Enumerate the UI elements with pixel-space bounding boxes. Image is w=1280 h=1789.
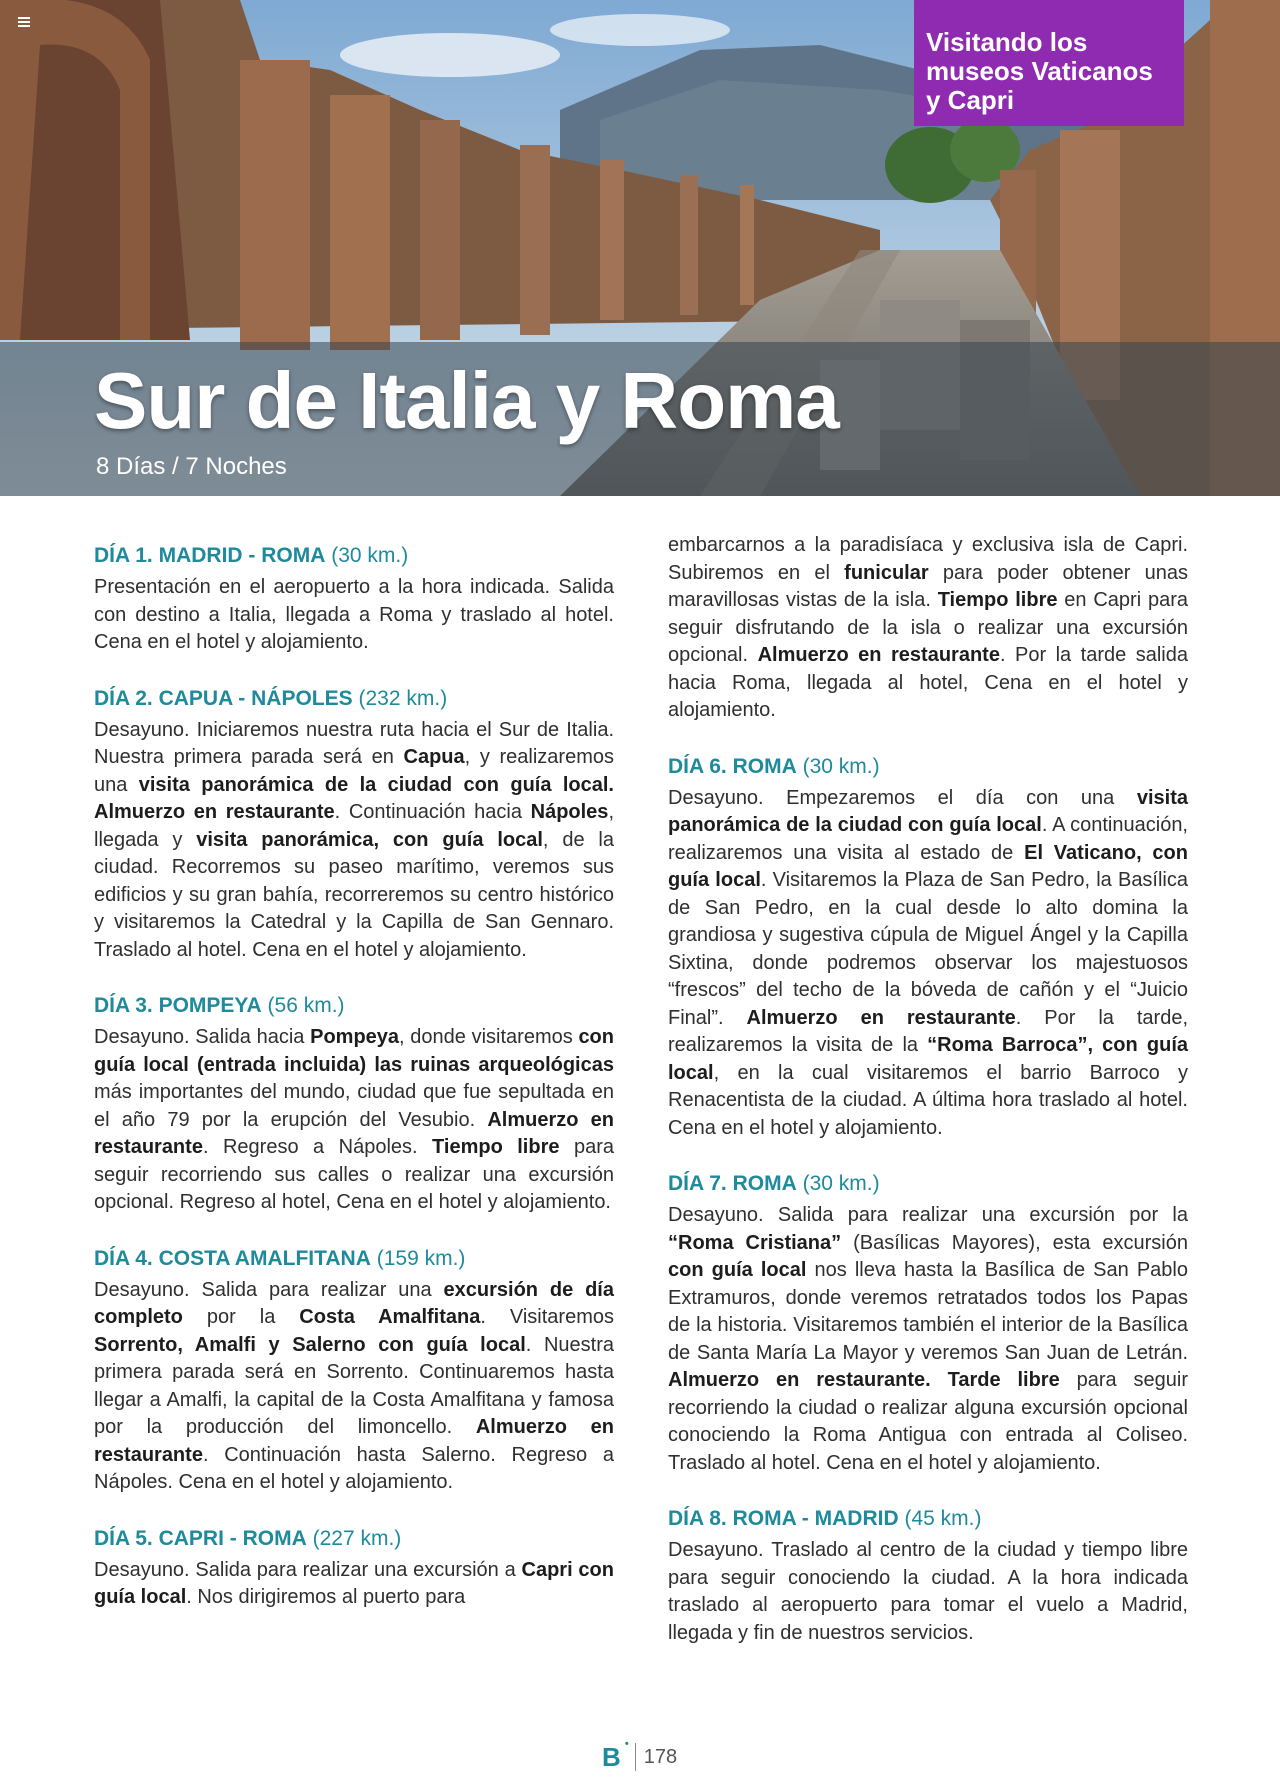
highlight-text: Almuerzo en restaurante [94, 1416, 614, 1466]
day-heading [94, 992, 614, 1020]
day-distance: (227 km.) [312, 1526, 402, 1550]
day-heading [668, 1505, 1188, 1533]
body-text: . Visitaremos la Plaza de San Pedro, la Basílica de San Pedro, en la cual desde lo alto domina la grandiosa y sugestiva cúpula de Miguel Ángel y la Capilla Sixtina, donde podremos observar los majestuosos “frescos” del techo de la bóveda de cañón y el “Juicio Final”. [668, 869, 1189, 1029]
highlight-text: Costa Amalfitana [299, 1306, 481, 1328]
brand-logo-letter: B [602, 1741, 621, 1772]
highlight-text: Pompeya [310, 1026, 400, 1048]
hero-image [0, 0, 1280, 496]
body-text: por la [182, 1306, 300, 1328]
highlight-text: Almuerzo en restaurante [746, 1006, 1016, 1029]
duration-subtitle: 8 Días / 7 Noches [96, 453, 287, 480]
itinerary-column-left [94, 542, 614, 1640]
body-text: . Por la tarde, realizaremos la visita de la [668, 1006, 1189, 1056]
body-text: para seguir recorriendo la ciudad o realizar alguna excursión opcional conociendo la Roma Antigua con entrada al Coliseo. Traslado al hotel. Cena en el hotel y alojamiento. [668, 1369, 1188, 1474]
body-text: para poder obtener unas maravillosas vistas de la isla. [668, 561, 1189, 611]
day-route: POMPEYA [158, 994, 262, 1017]
page-title: Sur de Italia y Roma [94, 356, 839, 445]
day-8 [668, 1505, 1188, 1647]
body-text: , de la ciudad. Recorremos su paseo marítimo, veremos sus edificios y su gran bahía, recorreremos su centro histórico y visitaremos la Catedral y la Capilla de San Gennaro. Traslado al hotel. Cena en el hotel y alojamiento. [94, 828, 615, 961]
day-heading [94, 685, 614, 713]
day-label: DÍA 7. [668, 1172, 727, 1195]
day-label: DÍA 4. [94, 1246, 153, 1270]
highlight-text: Tiempo libre [432, 1136, 560, 1158]
body-text: embarcarnos a la paradisíaca y exclusiva isla de Capri. Subiremos en el [668, 534, 1188, 584]
highlight-text: visita panorámica de la ciudad con guía local. Almuerzo en restaurante [94, 773, 614, 823]
day-1 [94, 542, 614, 657]
highlight-text: Almuerzo en restaurante [757, 644, 1000, 666]
body-text: . Continuación hacia [334, 801, 531, 823]
day-2 [94, 685, 614, 965]
tag-line: y Capri [926, 85, 1015, 115]
highlight-text: Nápoles [530, 801, 609, 823]
body-text: Desayuno. Traslado al centro de la ciudad y tiempo libre para seguir conociendo la ciudad. A la hora indicada traslado al aeropuerto para tomar el vuelo a Madrid, llegada y fin de nuestros servicios. [668, 1539, 1188, 1644]
day-route: ROMA - MADRID [732, 1507, 899, 1530]
body-text: (Basílicas Mayores), esta excursión [841, 1231, 1188, 1254]
body-text: , en la cual visitaremos el barrio Barroco y Renacentista de la ciudad. A última hora traslado al hotel. Cena en el hotel y alojamiento. [668, 1061, 1188, 1139]
body-text: . A continuación, realizaremos una visita al estado de [668, 814, 1188, 864]
body-text: . Nos dirigiremos al puerto para [186, 1586, 466, 1608]
highlight-text: excursión de día completo [94, 1278, 614, 1328]
day-distance: (232 km.) [358, 686, 448, 710]
highlight-text: Tiempo libre [937, 589, 1058, 611]
highlight-text: con guía local [668, 1259, 807, 1281]
day-5 [94, 1525, 614, 1612]
day-heading [668, 753, 1188, 781]
day-route: MADRID - ROMA [158, 544, 326, 567]
day-7 [668, 1170, 1188, 1477]
tag-line: museos Vaticanos [926, 56, 1153, 86]
highlight-text: funicular [844, 561, 929, 584]
day-label: DÍA 2. [94, 686, 153, 710]
day-route: COSTA AMALFITANA [158, 1246, 371, 1270]
day-description [668, 532, 1188, 725]
day-route: CAPRI - ROMA [158, 1526, 307, 1550]
day-distance: (30 km.) [802, 1172, 880, 1195]
highlight-text: con guía local (entrada incluida) las ruinas arqueológicas [94, 1026, 614, 1076]
day-distance: (159 km.) [376, 1246, 466, 1270]
day-label: DÍA 5. [94, 1526, 153, 1550]
body-text: , y realizaremos una [94, 746, 614, 796]
body-text: para seguir recorriendo sus calles o realizar una excursión opcional. Regreso al hotel, Cena en el hotel y alojamiento. [94, 1136, 614, 1213]
trip-tag [914, 0, 1184, 126]
body-text: más importantes del mundo, ciudad que fue sepultada en el año 79 por la erupción del Vesubio. [94, 1081, 614, 1131]
day-description [668, 785, 1188, 1143]
page-number: 178 [643, 1745, 678, 1768]
body-text: , llegada y [94, 801, 614, 851]
highlight-text: Capri con guía local [94, 1558, 614, 1608]
day-label: DÍA 8. [668, 1507, 727, 1530]
day-description [94, 1277, 614, 1497]
highlight-text: “Roma Cristiana” [668, 1231, 842, 1254]
body-text: Desayuno. Salida para realizar una excursión por la [668, 1204, 1188, 1226]
day-distance: (56 km.) [267, 994, 345, 1017]
day-4 [94, 1245, 614, 1497]
day-distance: (45 km.) [904, 1507, 982, 1530]
day-description [94, 574, 614, 657]
menu-icon[interactable] [18, 17, 30, 27]
highlight-text: Almuerzo en restaurante [94, 1108, 614, 1158]
footer-divider [635, 1743, 636, 1771]
day-3 [94, 992, 614, 1217]
body-text: Desayuno. Salida hacia [94, 1026, 311, 1048]
body-text: Desayuno. Iniciaremos nuestra ruta hacia el Sur de Italia. Nuestra primera parada será en [94, 718, 614, 768]
day-description [668, 1202, 1188, 1477]
highlight-text: visita panorámica, con guía local [196, 828, 543, 851]
body-text: Desayuno. Salida para realizar una [94, 1278, 444, 1301]
tag-line: Visitando los [926, 27, 1088, 57]
body-text: Desayuno. Salida para realizar una excursión a [94, 1558, 522, 1581]
highlight-text: El Vaticano, con guía local [668, 841, 1188, 891]
highlight-text: “Roma Barroca”, con guía local [668, 1034, 1188, 1084]
body-text: . Nuestra primera parada será en Sorrento. Continuaremos hasta llegar a Amalfi, la capital de la Costa Amalfitana y famosa por la producción del limoncello. [94, 1333, 614, 1438]
body-text: en Capri para seguir disfrutando de la isla o realizar una excursión opcional. [668, 589, 1188, 666]
day-description [94, 1557, 614, 1612]
body-text: nos lleva hasta la Basílica de San Pablo Extramuros, donde veremos retratados todos los Papas de la historia. Visitaremos también el interior de la Basílica de Santa María La Mayor y veremos San Juan de Letrán. [668, 1259, 1188, 1364]
day-distance: (30 km.) [802, 754, 880, 778]
day-5-continuation [668, 532, 1188, 725]
highlight-text: Almuerzo en restaurante. Tarde libre [668, 1369, 1060, 1391]
day-label: DÍA 1. [94, 544, 153, 567]
body-text: . Visitaremos [480, 1306, 614, 1328]
highlight-text: Sorrento, Amalfi y Salerno con guía local [94, 1333, 526, 1356]
page-footer [602, 1737, 678, 1774]
highlight-text: Capua [403, 746, 465, 768]
day-label: DÍA 6. [668, 754, 727, 778]
body-text: . Regreso a Nápoles. [202, 1136, 433, 1158]
day-heading [94, 1525, 614, 1553]
day-heading [94, 542, 614, 570]
day-heading [668, 1170, 1188, 1198]
body-text: Desayuno. Empezaremos el día con una [668, 786, 1137, 809]
day-distance: (30 km.) [331, 544, 409, 567]
body-text: Presentación en el aeropuerto a la hora indicada. Salida con destino a Italia, llegada a Roma y traslado al hotel. Cena en el hotel y alojamiento. [94, 576, 614, 653]
brand-logo [602, 1737, 629, 1773]
day-heading [94, 1245, 614, 1273]
day-description [94, 1024, 614, 1217]
body-text: . Por la tarde salida hacia Roma, llegada al hotel, Cena en el hotel y alojamiento. [668, 644, 1188, 721]
day-route: ROMA [732, 1172, 797, 1195]
day-label: DÍA 3. [94, 994, 153, 1017]
highlight-text: visita panorámica de la ciudad con guía local [668, 786, 1188, 836]
day-6 [668, 753, 1188, 1143]
body-text: . Continuación hasta Salerno. Regreso a Nápoles. Cena en el hotel y alojamiento. [94, 1443, 614, 1493]
day-route: CAPUA - NÁPOLES [158, 686, 353, 710]
brand-logo-mark: • [624, 1737, 629, 1750]
body-text: , donde visitaremos [399, 1026, 579, 1048]
day-route: ROMA [732, 754, 797, 778]
day-description [668, 1537, 1188, 1647]
itinerary-column-right [668, 532, 1188, 1675]
day-description [94, 717, 614, 965]
